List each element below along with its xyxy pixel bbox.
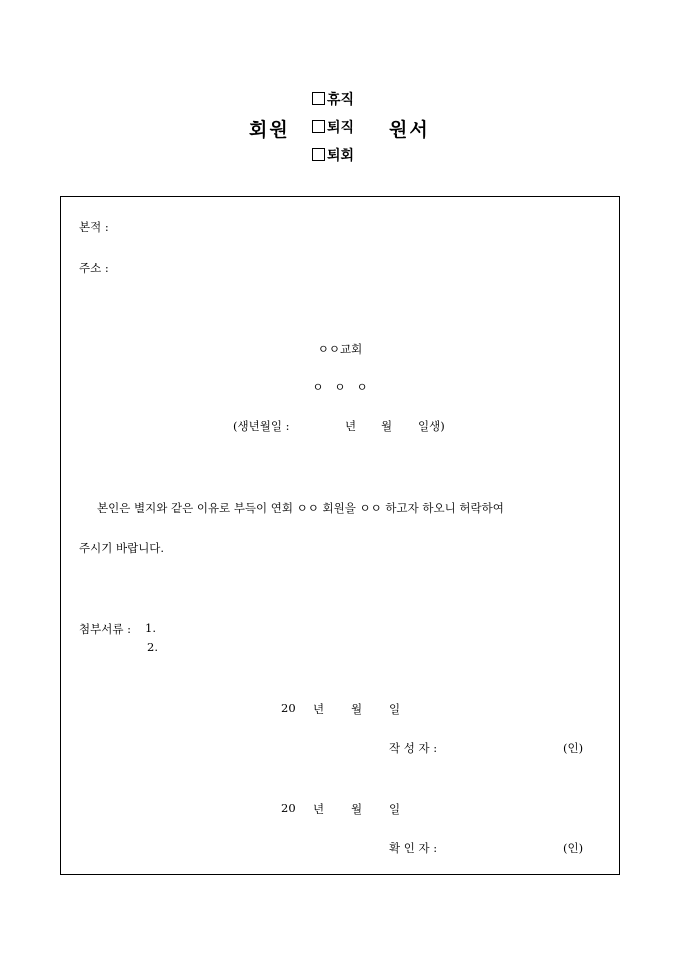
checkbox-resign[interactable]	[312, 120, 325, 133]
date2-month: 월	[351, 802, 363, 816]
date2-day: 일	[389, 802, 401, 816]
title-left: 회원	[249, 119, 290, 141]
address-label: 주소 :	[79, 261, 109, 275]
applicant-name: ㅇ ㅇ ㅇ	[312, 380, 368, 394]
writer-label: 작 성 자 :	[389, 741, 438, 755]
attach-item-1: 1.	[145, 621, 156, 635]
checkbox-withdraw[interactable]	[312, 148, 325, 161]
date1-month: 월	[351, 702, 363, 716]
attach-label: 첨부서류 :	[79, 622, 131, 636]
body-line-1: 본인은 별지와 같은 이유로 부득이 연회 ㅇㅇ 회원을 ㅇㅇ 하고자 하오니 허락하여	[97, 501, 504, 515]
date1-year: 년	[313, 702, 325, 716]
form-frame	[60, 196, 620, 875]
option-leave-label: 휴직	[327, 92, 355, 108]
birth-year: 년	[345, 419, 357, 433]
option-leave[interactable]	[312, 89, 354, 109]
title-right: 원서	[389, 119, 430, 141]
attach-item-2: 2.	[147, 640, 158, 654]
origin-label: 본적 :	[79, 220, 109, 234]
option-withdraw-label: 퇴회	[327, 148, 355, 164]
date2-year: 년	[313, 802, 325, 816]
birth-close: 일생)	[418, 419, 445, 433]
church-name: ㅇㅇ교회	[317, 342, 363, 356]
confirmer-label: 확 인 자 :	[389, 841, 438, 855]
body-line-2: 주시기 바랍니다.	[79, 541, 165, 555]
confirmer-seal: (인)	[563, 841, 584, 855]
checkbox-leave[interactable]	[312, 92, 325, 105]
option-resign-label: 퇴직	[327, 120, 355, 136]
writer-seal: (인)	[563, 741, 584, 755]
date2-prefix: 20	[281, 801, 296, 815]
option-withdraw[interactable]	[312, 145, 354, 165]
birth-open: (생년월일 :	[233, 419, 290, 433]
birth-month: 월	[381, 419, 393, 433]
date1-day: 일	[389, 702, 401, 716]
option-resign[interactable]	[312, 117, 354, 137]
date1-prefix: 20	[281, 701, 296, 715]
